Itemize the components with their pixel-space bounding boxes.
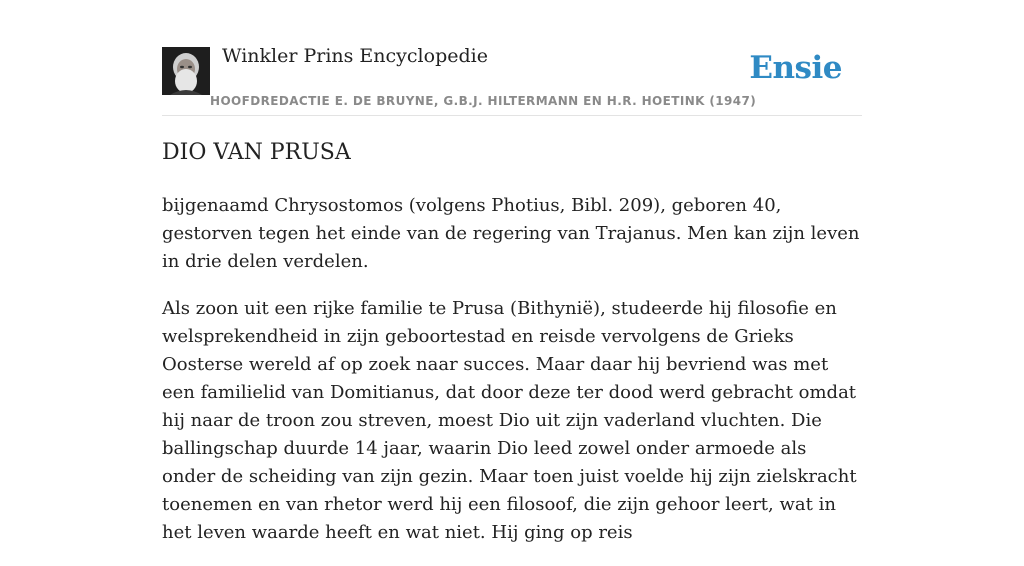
content-container: [162, 0, 862, 543]
entry-title: DIO VAN PRUSA: [162, 140, 351, 165]
entry-paragraph: Als zoon uit een rijke familie te Prusa (Bithynië), studeerde hij filosofie en welsprekendheid in zijn geboortestad en reisde vervolgens de Grieks Oosterse wereld af op zoek naar succes. Maar daar hij bevriend was met een familielid van Domitianus, dat door deze ter dood werd gebracht omdat hij naar de troon zou streven, moest Dio uit zijn vaderland vluchten. Die ballingschap duurde 14 jaar, waarin Dio leed zowel onder armoede als onder de scheiding van zijn gezin. Maar toen juist voelde hij zijn zielskracht toenemen en van rhetor werd hij een filosoof, die zijn gehoor leert, wat in het leven waarde heeft en wat niet. Hij ging op reis: [162, 298, 857, 543]
source-avatar[interactable]: [162, 47, 210, 95]
entry-paragraph: bijgenaamd Chrysostomos (volgens Photius, Bibl. 209), geboren 40, gestorven tegen het einde van de regering van Trajanus. Men kan zijn leven in drie delen verdelen.: [162, 195, 860, 272]
entry-body: [162, 192, 862, 566]
source-editors: HOOFDREDACTIE E. DE BRUYNE, G.B.J. HILTERMANN EN H.R. HOETINK (1947): [210, 94, 757, 108]
source-header: [162, 0, 862, 116]
portrait-image: [162, 47, 210, 95]
brand-logo[interactable]: Ensie: [749, 50, 842, 86]
source-title[interactable]: Winkler Prins Encyclopedie: [222, 45, 488, 67]
